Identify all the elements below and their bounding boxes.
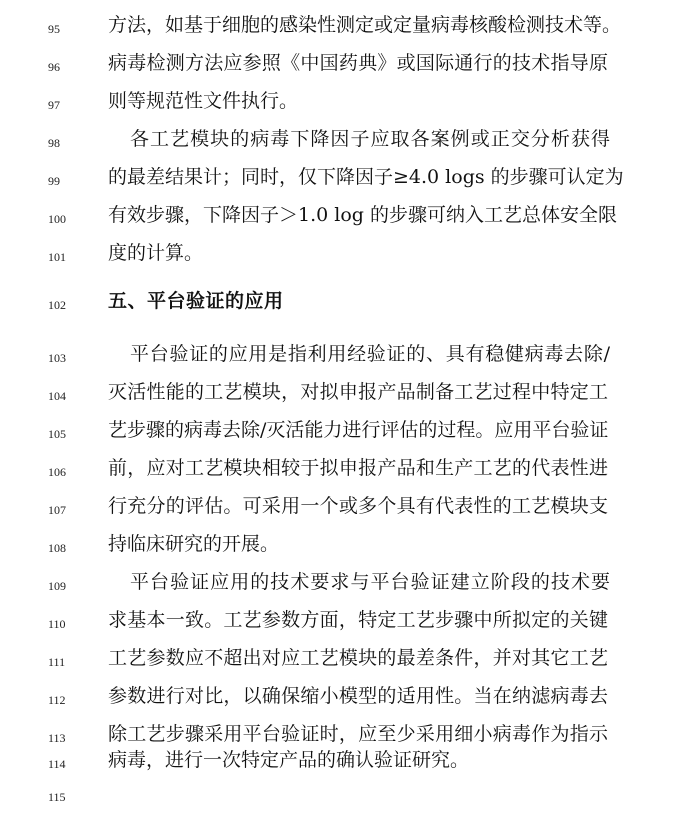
line-text: 则等规范性文件执行。 (108, 90, 299, 112)
line-text: 参数进行对比，以确保缩小模型的适用性。当在纳滤病毒去 (108, 685, 608, 707)
document-line (0, 774, 700, 814)
line-text: 行充分的评估。可采用一个或多个具有代表性的工艺模块支 (108, 495, 608, 517)
line-number: 112 (48, 693, 66, 707)
document-line (0, 158, 700, 198)
line-text: 灭活性能的工艺模块，对拟申报产品制备工艺过程中特定工 (108, 381, 608, 403)
line-number: 104 (48, 389, 66, 403)
document-line (0, 234, 700, 274)
document-line (0, 601, 700, 641)
line-number: 96 (48, 60, 60, 74)
line-text: 工艺参数应不超出对应工艺模块的最差条件，并对其它工艺 (108, 647, 608, 669)
line-number: 100 (48, 212, 66, 226)
document-line (0, 82, 700, 122)
document-line (0, 196, 700, 236)
document-line (0, 732, 700, 772)
line-number: 115 (48, 790, 66, 804)
line-text: 各工艺模块的病毒下降因子应取各案例或正交分析获得 (130, 128, 610, 150)
document-line (0, 677, 700, 717)
line-text: 的最差结果计；同时，仅下降因子≥4.0 logs 的步骤可认定为 (108, 166, 624, 188)
line-number: 98 (48, 136, 60, 150)
line-number: 97 (48, 98, 60, 112)
line-text: 除工艺步骤采用平台验证时，应至少采用细小病毒作为指示 (108, 723, 608, 745)
line-number: 108 (48, 541, 66, 555)
line-number: 101 (48, 250, 66, 264)
line-number: 106 (48, 465, 66, 479)
document-line (0, 487, 700, 527)
document-line (0, 44, 700, 84)
line-number: 102 (48, 298, 66, 312)
line-number: 109 (48, 579, 66, 593)
line-number: 110 (48, 617, 66, 631)
document-line (0, 373, 700, 413)
document-line (0, 563, 700, 603)
section-heading-line (0, 282, 700, 322)
line-number: 111 (48, 655, 66, 669)
line-text: 度的计算。 (108, 242, 204, 264)
line-text: 平台验证应用的技术要求与平台验证建立阶段的技术要 (130, 571, 610, 593)
line-text: 艺步骤的病毒去除/灭活能力进行评估的过程。应用平台验证 (108, 419, 609, 441)
line-text: 方法，如基于细胞的感染性测定或定量病毒核酸检测技术等。 (108, 14, 622, 36)
line-text: 病毒检测方法应参照《中国药典》或国际通行的技术指导原 (108, 52, 608, 74)
line-text: 有效步骤，下降因子＞1.0 log 的步骤可纳入工艺总体安全限 (108, 204, 617, 226)
line-number: 107 (48, 503, 66, 517)
line-number: 103 (48, 351, 66, 365)
section-heading: 五、平台验证的应用 (108, 290, 284, 312)
document-line (0, 335, 700, 375)
document-line (0, 120, 700, 160)
document-line (0, 6, 700, 46)
line-number: 99 (48, 174, 60, 188)
line-text: 平台验证的应用是指利用经验证的、具有稳健病毒去除/ (130, 343, 610, 365)
line-number: 95 (48, 22, 60, 36)
line-number: 105 (48, 427, 66, 441)
line-number: 113 (48, 731, 66, 745)
document-line (0, 449, 700, 489)
line-text: 持临床研究的开展。 (108, 533, 280, 555)
document-line (0, 639, 700, 679)
line-text: 求基本一致。工艺参数方面，特定工艺步骤中所拟定的关键 (108, 609, 608, 631)
line-number: 114 (48, 757, 66, 771)
document-line (0, 411, 700, 451)
line-text: 病毒，进行一次特定产品的确认验证研究。 (108, 749, 470, 771)
line-text: 前，应对工艺模块相较于拟申报产品和生产工艺的代表性进 (108, 457, 608, 479)
document-line (0, 525, 700, 565)
